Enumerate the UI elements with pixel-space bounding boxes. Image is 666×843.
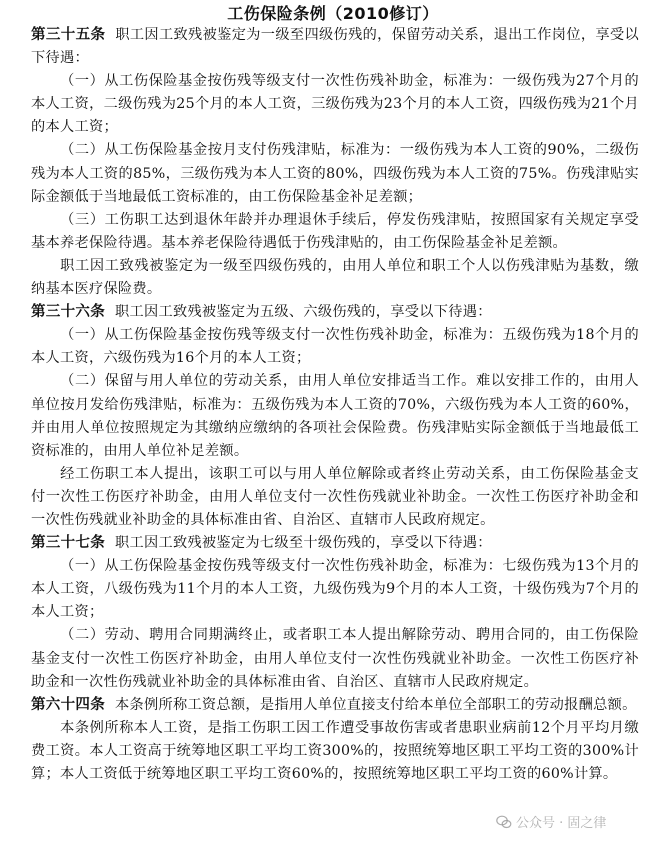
article-36-intro xyxy=(31,301,639,324)
article-35-intro xyxy=(31,24,639,70)
article-35-item-2: （二）从工伤保险基金按月支付伤残津贴，标准为：一级伤残为本人工资的90%，二级伤残为本人工资的85%，三级伤残为本人工资的80%，四级伤残为本人工资的75%。伤残津贴实际金额低于当地最低工资标准的，由工伤保险基金补足差额； xyxy=(31,142,639,205)
article-64-closing: 本条例所称本人工资，是指工伤职工因工作遭受事故伤害或者患职业病前12个月平均月缴费工资。本人工资高于统筹地区职工平均工资300%的，按照统筹地区职工平均工资的300%计算；本人工资低于统筹地区职工平均工资60%的，按照统筹地区职工平均工资的60%计算。 xyxy=(31,719,639,782)
article-37-intro xyxy=(31,532,639,555)
article-heading: 第六十四条 xyxy=(31,696,105,713)
article-heading: 第三十六条 xyxy=(31,304,105,321)
article-36-item-2: （二）保留与用人单位的劳动关系，由用人单位安排适当工作。难以安排工作的，由用人单位按月发给伤残津贴，标准为：五级伤残为本人工资的70%，六级伤残为本人工资的60%，并由用人单位按照规定为其缴纳应缴纳的各项社会保险费。伤残津贴实际金额低于当地最低工资标准的，由用人单位补足差额。 xyxy=(31,373,639,459)
article-64-intro xyxy=(31,694,639,717)
watermark xyxy=(496,812,606,831)
article-heading: 第三十七条 xyxy=(31,535,105,552)
article-35-item-1: （一）从工伤保险基金按伤残等级支付一次性伤残补助金，标准为：一级伤残为27个月的本人工资，二级伤残为25个月的本人工资，三级伤残为23个月的本人工资，四级伤残为21个月的本人工资； xyxy=(31,73,639,136)
article-37-item-1: （一）从工伤保险基金按伤残等级支付一次性伤残补助金，标准为：七级伤残为13个月的本人工资，八级伤残为11个月的本人工资，九级伤残为9个月的本人工资，十级伤残为7个月的本人工资； xyxy=(31,558,639,621)
wechat-icon xyxy=(496,814,512,830)
paragraph-text: 职工因工致残被鉴定为七级至十级伤残的，享受以下待遇： xyxy=(115,535,492,552)
paragraph-text: 职工因工致残被鉴定为一级至四级伤残的，保留劳动关系，退出工作岗位，享受以下待遇： xyxy=(31,27,639,67)
document-title: 工伤保险条例（2010修订） xyxy=(227,4,439,23)
paragraph-text: 本条例所称工资总额，是指用人单位直接支付给本单位全部职工的劳动报酬总额。 xyxy=(115,696,637,713)
article-36-item-1: （一）从工伤保险基金按伤残等级支付一次性伤残补助金，标准为：五级伤残为18个月的本人工资，六级伤残为16个月的本人工资； xyxy=(31,327,639,367)
article-36-closing: 经工伤职工本人提出，该职工可以与用人单位解除或者终止劳动关系，由工伤保险基金支付一次性工伤医疗补助金，由用人单位支付一次性伤残就业补助金。一次性工伤医疗补助金和一次性伤残就业补助金的具体标准由省、自治区、直辖市人民政府规定。 xyxy=(31,465,639,528)
article-35-item-3: （三）工伤职工达到退休年龄并办理退休手续后，停发伤残津贴，按照国家有关规定享受基本养老保险待遇。基本养老保险待遇低于伤残津贴的，由工伤保险基金补足差额。 xyxy=(31,211,639,251)
watermark-label: 公众号 · 固之律 xyxy=(516,816,607,831)
article-35-closing: 职工因工致残被鉴定为一级至四级伤残的，由用人单位和职工个人以伤残津贴为基数，缴纳基本医疗保险费。 xyxy=(31,257,639,298)
article-heading: 第三十五条 xyxy=(31,27,106,43)
paragraph-text: 职工因工致残被鉴定为五级、六级伤残的，享受以下待遇： xyxy=(115,304,492,321)
article-37-item-2: （二）劳动、聘用合同期满终止，或者职工本人提出解除劳动、聘用合同的，由工伤保险基金支付一次性工伤医疗补助金，由用人单位支付一次性伤残就业补助金。一次性工伤医疗补助金和一次性伤残就业补助金的具体标准由省、自治区、直辖市人民政府规定。 xyxy=(31,627,639,690)
document-body xyxy=(31,24,639,786)
